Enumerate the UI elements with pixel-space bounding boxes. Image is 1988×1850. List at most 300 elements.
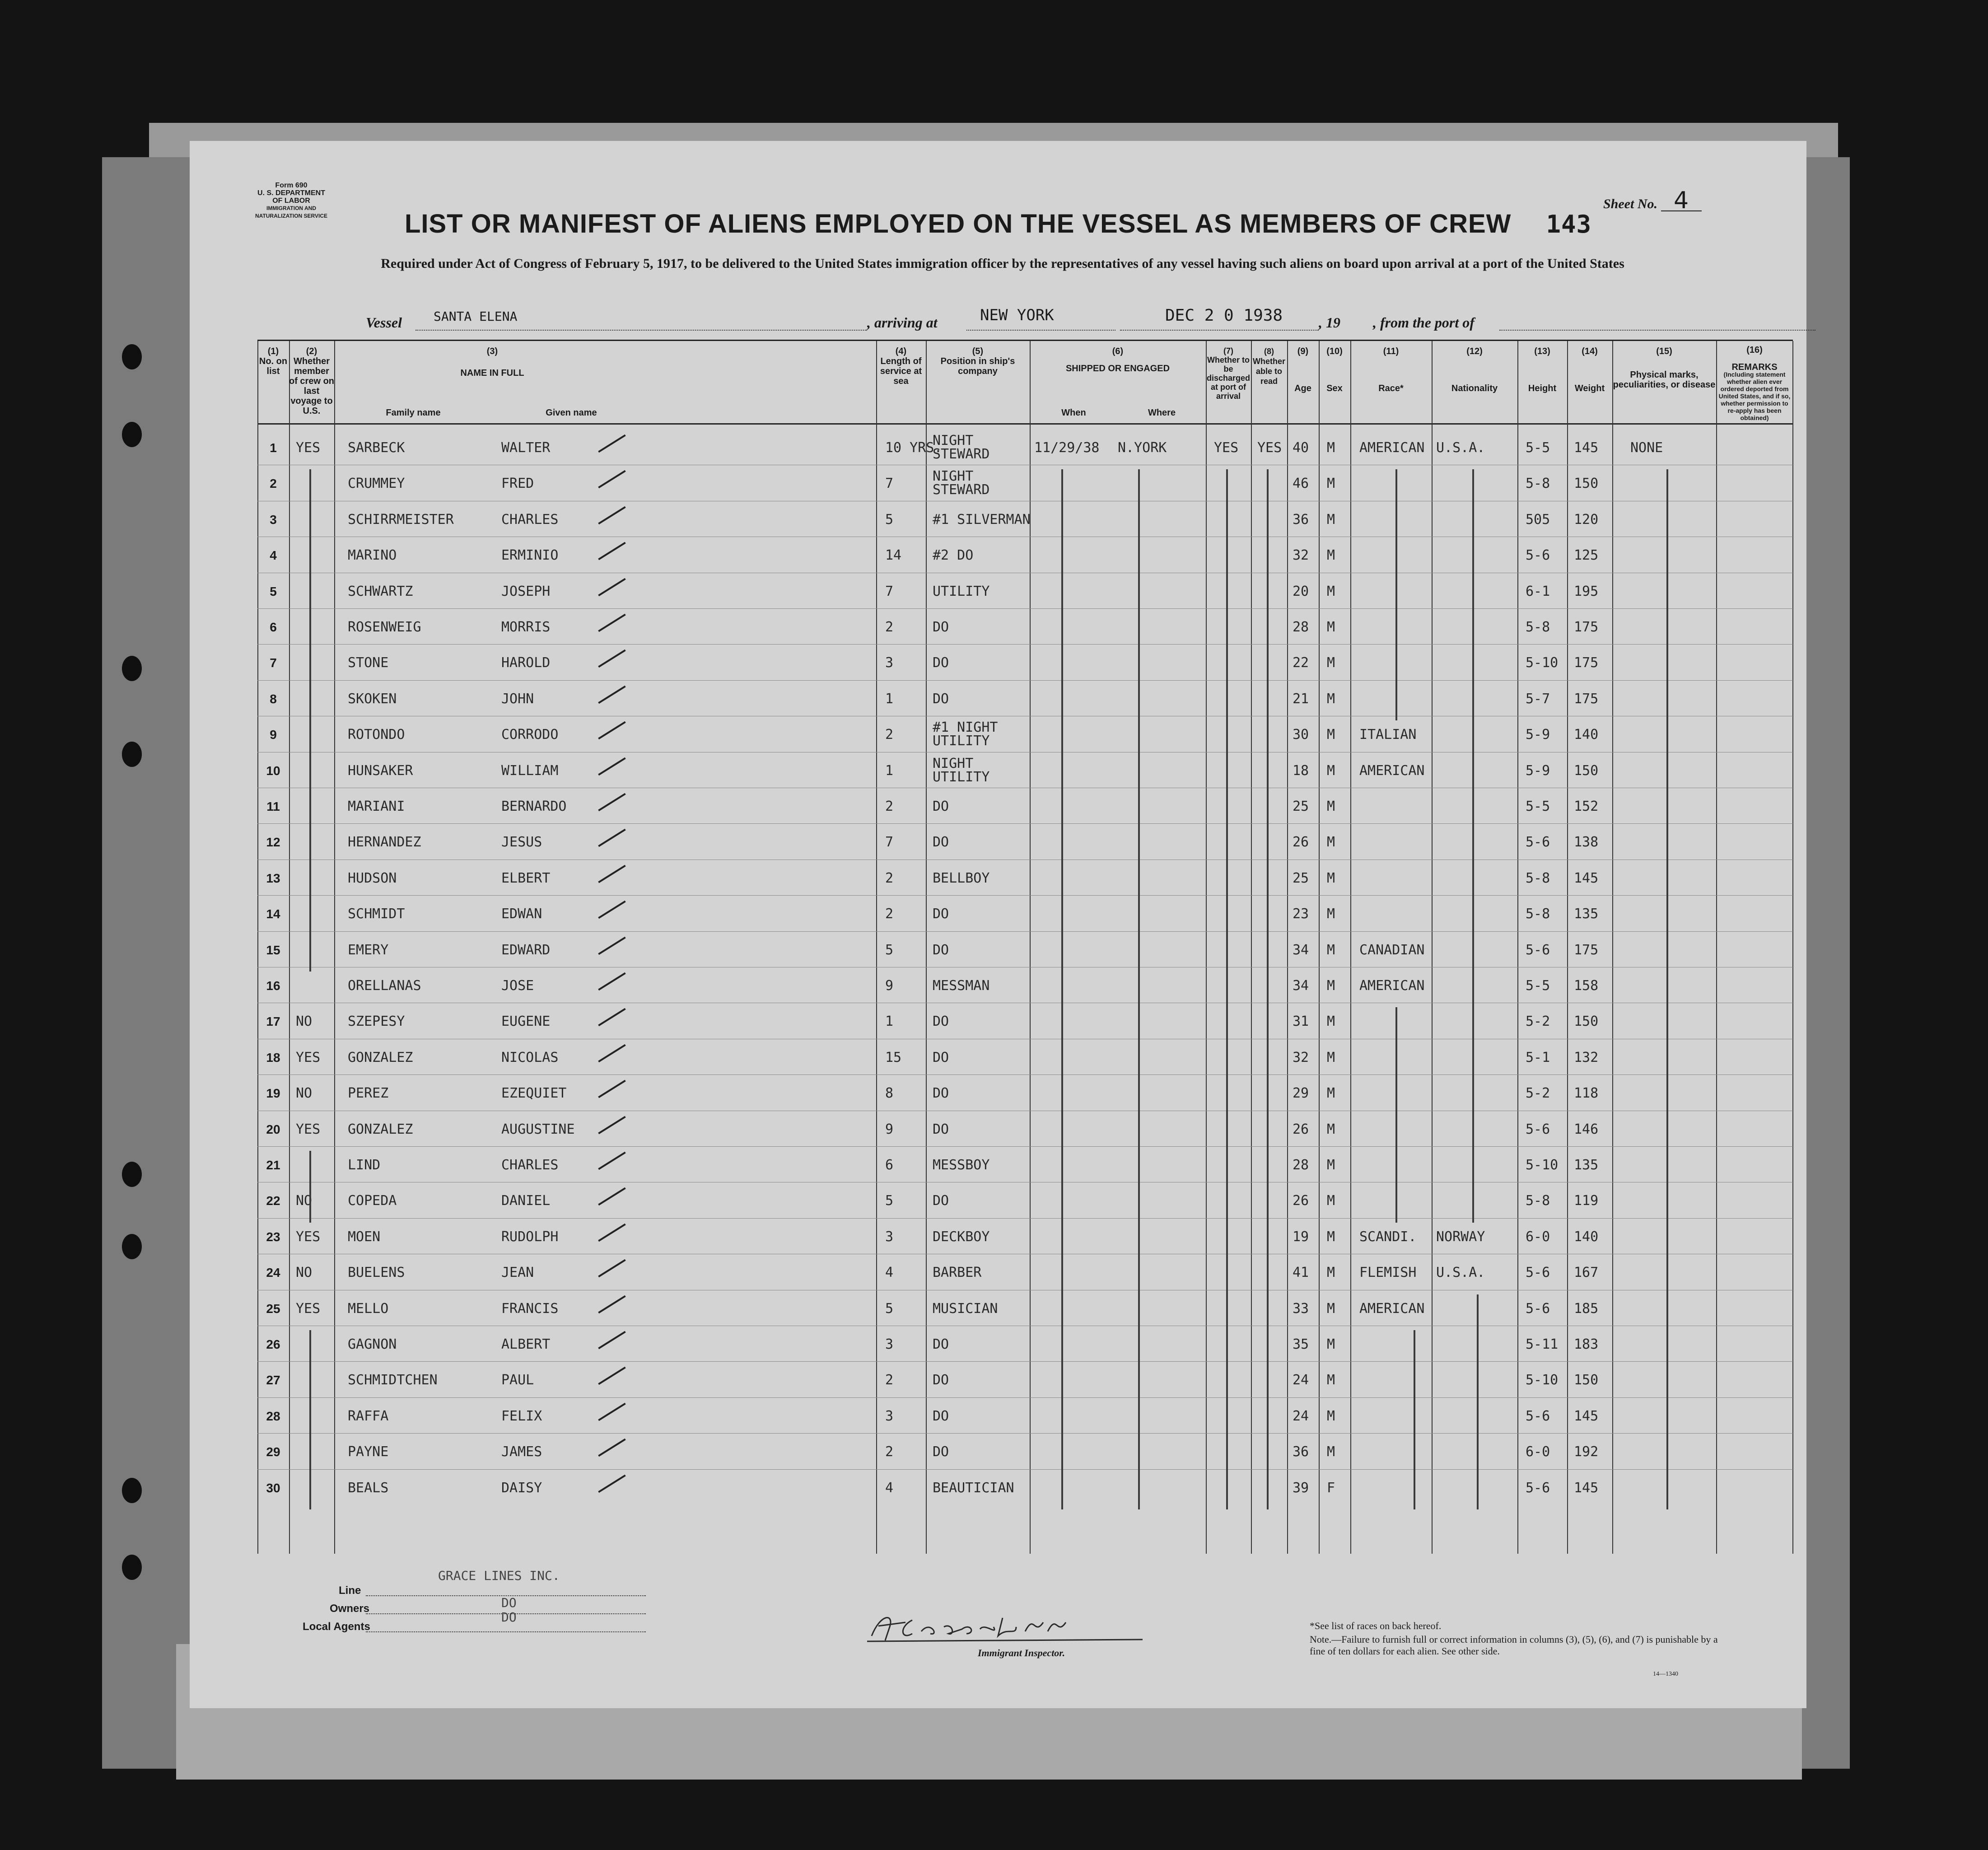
cell-height: 5-6 [1526, 942, 1550, 958]
cell-height: 5-5 [1526, 440, 1550, 456]
cell-weight: 145 [1574, 440, 1599, 456]
checkmark-icon [598, 829, 625, 847]
checkmark-icon [598, 1187, 625, 1205]
cell-weight: 145 [1574, 1408, 1599, 1424]
sheet-label: Sheet No. [1603, 196, 1657, 211]
cell-position: NIGHT [933, 433, 974, 448]
cell-sex: M [1327, 1049, 1335, 1065]
cell-sex: M [1327, 834, 1335, 850]
row-number: 6 [270, 620, 277, 634]
cell-service: 2 [885, 1444, 894, 1460]
ditto-mark [1138, 469, 1140, 1509]
ditto-mark [1472, 469, 1474, 1222]
cell-given: JOHN [501, 691, 534, 707]
col14-header: (14) Weight [1574, 346, 1605, 393]
manifest-sheet [190, 141, 1806, 1708]
cell-given: JOSE [501, 978, 534, 994]
cell-family: MOEN [348, 1229, 381, 1245]
cell-weight: 118 [1574, 1085, 1599, 1102]
cell-sex: M [1327, 762, 1335, 779]
cell-position: DO [933, 1049, 949, 1065]
col4-header: (4) Length of service at sea [880, 346, 922, 386]
row-rule [257, 823, 1793, 824]
owners-value: DO [501, 1595, 517, 1610]
cell-when: 11/29/38 [1034, 440, 1100, 456]
checkmark-icon [598, 721, 625, 739]
row-number: 17 [266, 1014, 280, 1029]
cell-height: 5-5 [1526, 978, 1550, 994]
cell-family: PAYNE [348, 1444, 389, 1460]
row-rule [257, 1146, 1793, 1147]
cell-given: JEAN [501, 1265, 534, 1281]
cell-service: 3 [885, 1336, 894, 1352]
cell-given: CHARLES [501, 1157, 559, 1173]
cell-crew: YES [296, 1300, 321, 1317]
checkmark-icon [598, 1331, 625, 1349]
row-rule [257, 1074, 1793, 1075]
cell-position: NIGHT [933, 468, 974, 485]
cell-weight: 150 [1574, 762, 1599, 779]
cell-position: DO [933, 799, 949, 814]
cell-race: AMERICAN [1359, 762, 1425, 779]
cell-position: BEAUTICIAN [933, 1480, 1014, 1496]
cell-weight: 167 [1574, 1265, 1599, 1281]
cell-service: 1 [885, 762, 894, 779]
row-number: 19 [266, 1086, 280, 1101]
cell-service: 14 [885, 547, 902, 564]
cell-given: RUDOLPH [501, 1229, 559, 1245]
row-number: 30 [266, 1481, 280, 1495]
checkmark-icon [598, 1224, 625, 1242]
owners-label: Owners [330, 1602, 370, 1615]
column-rule [1567, 341, 1568, 1554]
ditto-mark [1666, 469, 1668, 1509]
row-number: 13 [266, 871, 280, 885]
cell-given: FRED [501, 476, 534, 492]
cell-height: 5-8 [1526, 1193, 1550, 1209]
cell-family: SZEPESY [348, 1014, 405, 1030]
checkmark-icon [598, 1116, 625, 1134]
row-number: 10 [266, 763, 280, 778]
cell-service: 9 [885, 978, 894, 994]
cell-position: DO [933, 1444, 949, 1460]
cell-service: 10 YRS. [885, 440, 943, 456]
row-number: 23 [266, 1229, 280, 1244]
cell-position: #2 DO [933, 547, 974, 564]
cell-height: 5-5 [1526, 799, 1550, 814]
cell-position: DO [933, 655, 949, 671]
cell-family: GONZALEZ [348, 1121, 413, 1137]
cell-position: DO [933, 1014, 949, 1030]
cell-sex: M [1327, 476, 1335, 492]
cell-position: DO [933, 1372, 949, 1388]
ditto-mark [1477, 1294, 1479, 1509]
column-rule [926, 341, 927, 1554]
vessel-line [190, 307, 1806, 334]
row-number: 25 [266, 1301, 280, 1316]
cell-height: 5-6 [1526, 1300, 1550, 1317]
cell-sex: M [1327, 440, 1335, 456]
cell-family: ROTONDO [348, 727, 405, 743]
cell-height: 5-6 [1526, 1480, 1550, 1496]
binder-hole [122, 1162, 142, 1187]
cell-height: 5-7 [1526, 691, 1550, 707]
cell-family: SCHIRRMEISTER [348, 511, 454, 528]
cell-weight: 192 [1574, 1444, 1599, 1460]
cell-sex: M [1327, 906, 1335, 922]
cell-age: 46 [1293, 476, 1309, 492]
cell-weight: 150 [1574, 1014, 1599, 1030]
cell-where: N.YORK [1118, 440, 1167, 456]
cell-height: 5-6 [1526, 1408, 1550, 1424]
col16-header: (16) REMARKS (Including statement whether alien ever ordered deported from United States, and if so, whether permission to re-apply has been obtained) [1718, 345, 1791, 421]
cell-nationality: NORWAY [1436, 1229, 1485, 1245]
cell-height: 5-10 [1526, 1372, 1559, 1388]
cell-age: 26 [1293, 1193, 1309, 1209]
cell-weight: 120 [1574, 511, 1599, 528]
cell-service: 1 [885, 691, 894, 707]
cell-service: 5 [885, 1300, 894, 1317]
cell-weight: 135 [1574, 906, 1599, 922]
cell-weight: 125 [1574, 547, 1599, 564]
cell-family: LIND [348, 1157, 381, 1173]
col3-sub-given: Given name [546, 408, 597, 418]
col8-header: (8) Whether able to read [1253, 347, 1285, 386]
cell-sex: M [1327, 1300, 1335, 1317]
cell-height: 5-10 [1526, 655, 1559, 671]
cell-sex: M [1327, 619, 1335, 635]
cell-sex: M [1327, 942, 1335, 958]
col3-header: (3) NAME IN FULL [460, 346, 524, 378]
cell-position: DECKBOY [933, 1229, 990, 1245]
vessel-label: Vessel [366, 314, 402, 331]
cell-age: 34 [1293, 942, 1309, 958]
local-agents-label: Local Agents [303, 1621, 370, 1633]
row-number: 3 [270, 512, 277, 527]
cell-age: 32 [1293, 547, 1309, 564]
row-number: 12 [266, 835, 280, 850]
cell-age: 41 [1293, 1265, 1309, 1281]
row-number: 21 [266, 1158, 280, 1172]
department-name: U. S. DEPARTMENT OF LABOR [257, 189, 325, 205]
cell-weight: 158 [1574, 978, 1599, 994]
cell-sex: M [1327, 1444, 1335, 1460]
arrival-port: NEW YORK [980, 306, 1054, 324]
cell-sex: M [1327, 978, 1335, 994]
row-rule [257, 1469, 1793, 1470]
column-rule [1287, 341, 1288, 1554]
checkmark-icon [598, 1439, 625, 1457]
column-rule [1792, 341, 1793, 1554]
cell-weight: 175 [1574, 655, 1599, 671]
footnote-penalty: Note.—Failure to furnish full or correct information in columns (3), (5), (6), and (7) is punishable by a fine of ten dollars for each alien. See other side. [1310, 1634, 1718, 1657]
row-number: 9 [270, 728, 277, 742]
ditto-mark [309, 1330, 311, 1509]
service-name: IMMIGRATION AND NATURALIZATION SERVICE [255, 205, 327, 219]
cell-sex: M [1327, 727, 1335, 743]
column-rule [1319, 341, 1320, 1554]
cell-given: HAROLD [501, 655, 551, 671]
cell-service: 4 [885, 1265, 894, 1281]
cell-race: ITALIAN [1359, 727, 1417, 743]
cell-crew: NO [296, 1193, 313, 1209]
cell-sex: M [1327, 1157, 1335, 1173]
cell-family: GAGNON [348, 1336, 397, 1352]
cell-position: DO [933, 691, 949, 707]
cell-crew: NO [296, 1014, 313, 1030]
checkmark-icon [598, 578, 625, 596]
cell-age: 21 [1293, 691, 1309, 707]
cell-sex: M [1327, 1408, 1335, 1424]
cell-sex: M [1327, 1193, 1335, 1209]
cell-crew: YES [296, 1229, 321, 1245]
checkmark-icon [598, 757, 625, 775]
cell-family: SCHWARTZ [348, 583, 413, 599]
cell-given: JOSEPH [501, 583, 551, 599]
checkmark-icon [598, 542, 625, 560]
cell-position: DO [933, 619, 949, 635]
row-number: 7 [270, 656, 277, 670]
cell-given: CORRODO [501, 727, 559, 743]
cell-height: 5-1 [1526, 1049, 1550, 1065]
cell-service: 15 [885, 1049, 902, 1065]
checkmark-icon [598, 434, 625, 453]
cell-sex: M [1327, 511, 1335, 528]
vessel-name: SANTA ELENA [434, 309, 518, 324]
cell-family: RAFFA [348, 1408, 389, 1424]
cell-service: 5 [885, 942, 894, 958]
cell-service: 5 [885, 1193, 894, 1209]
cell-service: 7 [885, 476, 894, 492]
cell-age: 26 [1293, 834, 1309, 850]
arrival-date-stamp: DEC 2 0 1938 [1165, 306, 1283, 325]
from-port-label: , from the port of [1373, 314, 1475, 331]
cell-family: EMERY [348, 942, 389, 958]
checkmark-icon [598, 1008, 625, 1026]
cell-height: 5-11 [1526, 1336, 1559, 1352]
checkmark-icon [598, 972, 625, 990]
cell-sex: M [1327, 655, 1335, 671]
cell-sex: M [1327, 1121, 1335, 1137]
checkmark-icon [598, 470, 625, 488]
col10-header: (10) Sex [1326, 346, 1343, 393]
row-number: 5 [270, 584, 277, 598]
cell-sex: M [1327, 691, 1335, 707]
cell-age: 20 [1293, 583, 1309, 599]
cell-given: DANIEL [501, 1193, 551, 1209]
cell-race: AMERICAN [1359, 1300, 1425, 1317]
cell-age: 29 [1293, 1085, 1309, 1102]
cell-crew: YES [296, 440, 321, 456]
cell-position: DO [933, 834, 949, 850]
binder-hole [122, 1555, 142, 1580]
cell-weight: 132 [1574, 1049, 1599, 1065]
column-rule [1350, 341, 1351, 1554]
cell-given: EDWARD [501, 942, 551, 958]
binder-hole [122, 422, 142, 447]
column-rule [1716, 341, 1717, 1554]
row-number: 11 [266, 799, 280, 813]
cell-position: DO [933, 1121, 949, 1137]
cell-age: 24 [1293, 1408, 1309, 1424]
binder-hole [122, 656, 142, 681]
cell-read: YES [1257, 440, 1282, 456]
cell-position: DO [933, 1408, 949, 1424]
cell-given: BERNARDO [501, 799, 567, 814]
cell-service: 2 [885, 1372, 894, 1388]
cell-sex: M [1327, 583, 1335, 599]
row-number: 18 [266, 1050, 280, 1065]
cell-sex: F [1327, 1480, 1335, 1496]
binder-hole [122, 344, 142, 369]
ditto-mark [309, 469, 311, 972]
cell-nationality: U.S.A. [1436, 1265, 1485, 1281]
local-agents-value: DO [501, 1610, 517, 1625]
cell-age: 25 [1293, 870, 1309, 886]
cell-age: 28 [1293, 619, 1309, 635]
cell-position: STEWARD [933, 482, 990, 498]
checkmark-icon [598, 506, 625, 524]
col6-sub-when: When [1061, 408, 1086, 418]
cell-service: 2 [885, 870, 894, 886]
row-number: 28 [266, 1409, 280, 1423]
col13-header: (13) Height [1528, 346, 1557, 393]
checkmark-icon [598, 686, 625, 704]
cell-service: 3 [885, 1229, 894, 1245]
print-code: 14—1340 [1653, 1671, 1678, 1677]
cell-crew: YES [296, 1121, 321, 1137]
cell-family: MARIANI [348, 799, 405, 814]
col3-sub-family: Family name [386, 408, 441, 418]
cell-family: BUELENS [348, 1265, 405, 1281]
checkmark-icon [598, 614, 625, 632]
row-number: 27 [266, 1373, 280, 1388]
cell-age: 31 [1293, 1014, 1309, 1030]
cell-given: ALBERT [501, 1336, 551, 1352]
checkmark-icon [598, 1152, 625, 1170]
cell-weight: 119 [1574, 1193, 1599, 1209]
cell-height: 5-8 [1526, 870, 1550, 886]
cell-height: 5-2 [1526, 1014, 1550, 1030]
cell-age: 33 [1293, 1300, 1309, 1317]
row-number: 29 [266, 1445, 280, 1459]
cell-position: MESSMAN [933, 978, 990, 994]
cell-family: STONE [348, 655, 389, 671]
cell-height: 5-6 [1526, 1121, 1550, 1137]
row-number: 14 [266, 907, 280, 921]
cell-sex: M [1327, 870, 1335, 886]
cell-age: 39 [1293, 1480, 1309, 1496]
cell-position: MUSICIAN [933, 1300, 998, 1317]
cell-crew: YES [296, 1049, 321, 1065]
ditto-mark [309, 1151, 311, 1223]
cell-service: 9 [885, 1121, 894, 1137]
ditto-mark [1395, 469, 1397, 720]
col9-header: (9) Age [1294, 346, 1311, 393]
cell-given: EZEQUIET [501, 1085, 567, 1102]
column-rule [1206, 341, 1207, 1554]
cell-height: 5-2 [1526, 1085, 1550, 1102]
cell-given: JAMES [501, 1444, 542, 1460]
cell-age: 40 [1293, 440, 1309, 456]
cell-age: 24 [1293, 1372, 1309, 1388]
checkmark-icon [598, 936, 625, 954]
cell-height: 5-8 [1526, 906, 1550, 922]
cell-position: DO [933, 1193, 949, 1209]
cell-given: JESUS [501, 834, 542, 850]
cell-given: DAISY [501, 1480, 542, 1496]
cell-service: 4 [885, 1480, 894, 1496]
cell-age: 26 [1293, 1121, 1309, 1137]
cell-height: 6-0 [1526, 1229, 1550, 1245]
cell-position: STEWARD [933, 446, 990, 462]
cell-sex: M [1327, 799, 1335, 814]
cell-race: AMERICAN [1359, 978, 1425, 994]
cell-weight: 138 [1574, 834, 1599, 850]
cell-service: 8 [885, 1085, 894, 1102]
cell-service: 2 [885, 619, 894, 635]
inspector-signature [863, 1609, 1152, 1645]
cell-weight: 150 [1574, 476, 1599, 492]
binder-hole [122, 1234, 142, 1259]
cell-service: 2 [885, 727, 894, 743]
cell-given: WALTER [501, 440, 551, 456]
column-rule [334, 341, 335, 1554]
cell-age: 34 [1293, 978, 1309, 994]
cell-weight: 152 [1574, 799, 1599, 814]
ditto-mark [1414, 1330, 1415, 1509]
row-number: 15 [266, 943, 280, 957]
row-number: 4 [270, 548, 277, 563]
checkmark-icon [598, 865, 625, 883]
cell-age: 19 [1293, 1229, 1309, 1245]
column-rule [876, 341, 877, 1554]
cell-nationality: U.S.A. [1436, 440, 1485, 456]
cell-service: 6 [885, 1157, 894, 1173]
cell-service: 7 [885, 583, 894, 599]
checkmark-icon [598, 1474, 625, 1492]
row-number: 24 [266, 1266, 280, 1280]
cell-family: HERNANDEZ [348, 834, 421, 850]
year-label: , 19 [1319, 314, 1340, 331]
cell-position: UTILITY [933, 583, 990, 599]
cell-discharged: YES [1214, 440, 1239, 456]
cell-given: FELIX [501, 1408, 542, 1424]
cell-weight: 175 [1574, 942, 1599, 958]
col5-header: (5) Position in ship's company [940, 346, 1015, 376]
cell-age: 28 [1293, 1157, 1309, 1173]
cell-height: 5-8 [1526, 476, 1550, 492]
cell-given: ERMINIO [501, 547, 559, 564]
cell-family: SARBECK [348, 440, 405, 456]
cell-family: SKOKEN [348, 691, 397, 707]
cell-family: HUDSON [348, 870, 397, 886]
cell-family: SCHMIDT [348, 906, 405, 922]
cell-family: SCHMIDTCHEN [348, 1372, 438, 1388]
cell-age: 30 [1293, 727, 1309, 743]
title-text: LIST OR MANIFEST OF ALIENS EMPLOYED ON THE VESSEL AS MEMBERS OF CREW [404, 209, 1512, 238]
col7-header: (7) Whether to be discharged at port of arrival [1206, 346, 1251, 401]
cell-weight: 146 [1574, 1121, 1599, 1137]
cell-service: 7 [885, 834, 894, 850]
cell-race: CANADIAN [1359, 942, 1425, 958]
document-subtitle: Required under Act of Congress of February 5, 1917, to be delivered to the United States immigration officer by the representatives of any vessel having such aliens on board upon arrival at a port of the United States [381, 256, 1624, 271]
row-number: 16 [266, 979, 280, 993]
cell-weight: 145 [1574, 1480, 1599, 1496]
line-label: Line [339, 1584, 361, 1597]
cell-height: 6-0 [1526, 1444, 1550, 1460]
col1-header: (1) No. on list [259, 346, 288, 376]
